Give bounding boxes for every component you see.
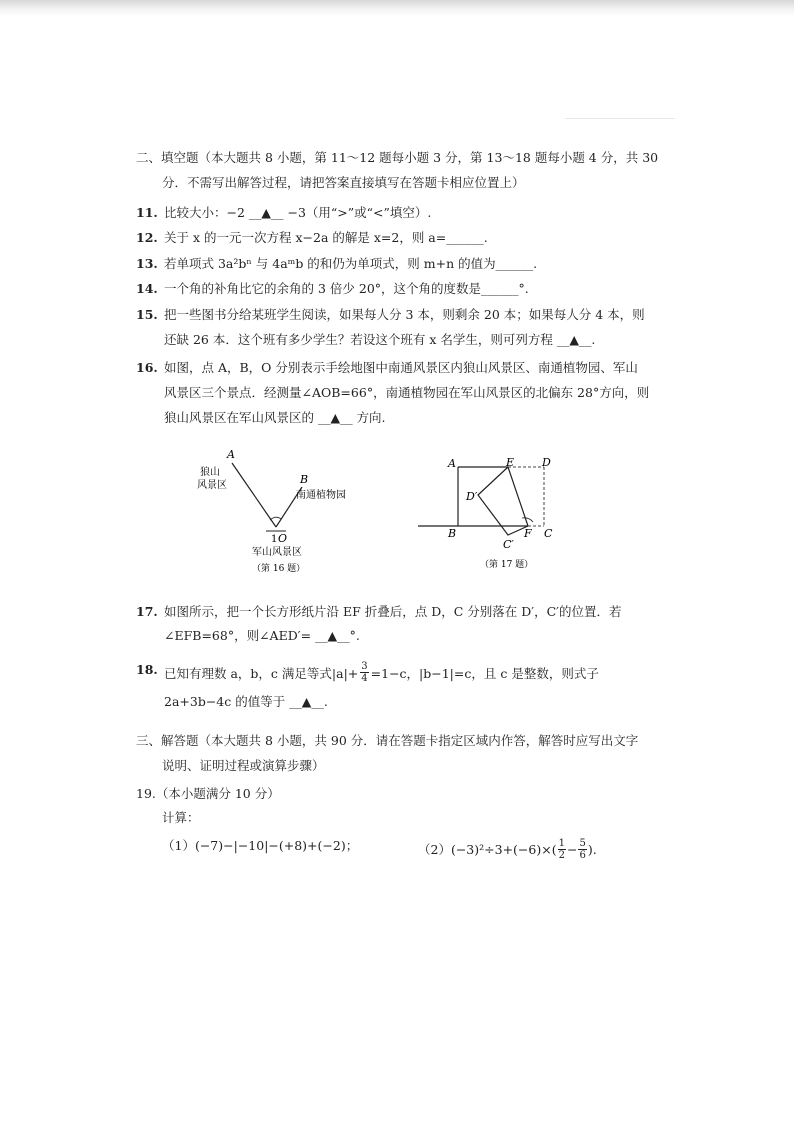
fraction-numerator: 5 xyxy=(579,838,586,849)
q18-text-line2: 2a+3b−4c 的值等于 __▲__. xyxy=(164,694,328,709)
q18-text-part2: =1−c，|b−1|=c，且 c 是整数，则式子 xyxy=(370,665,599,681)
ray-OA xyxy=(232,463,276,527)
langshan-label-line2: 风景区 xyxy=(197,480,227,491)
figure-16-caption: （第 16 题） xyxy=(252,564,306,574)
label-D: D xyxy=(542,456,551,469)
junshan-label: 军山风景区 xyxy=(252,547,302,558)
label-C: C xyxy=(544,527,553,540)
label-F: F xyxy=(524,527,532,540)
figure-17-caption: （第 17 题） xyxy=(480,560,534,570)
q13-number: 13. xyxy=(136,256,158,271)
q15-text-line1: 把一些图书分给某班学生阅读，如果每人分 3 本，则剩余 20 本；如果每人分 4 本，则 xyxy=(164,307,645,322)
section3-heading-line1: 三、解答题（本大题共 8 小题，共 90 分．请在答题卡指定区域内作答，解答时应写出文字 xyxy=(136,733,639,748)
fraction-numerator: 3 xyxy=(361,661,368,672)
q16-text-line3: 狼山风景区在军山风景区的 __▲__ 方向. xyxy=(164,410,386,425)
q19-part1: （1）(−7)−|−10|−(+8)+(−2)； xyxy=(162,838,359,853)
q14-text: 一个角的补角比它的余角的 3 倍少 20°，这个角的度数是______°. xyxy=(164,281,529,296)
q11-number: 11. xyxy=(136,205,158,220)
label-A: A xyxy=(227,448,235,461)
minus-sign: − xyxy=(566,841,578,857)
fraction-denominator: 2 xyxy=(558,850,565,861)
label-O: O xyxy=(278,532,288,545)
section2-heading-line1: 二、填空题（本大题共 8 小题，第 11～12 题每小题 3 分，第 13～18 题每小题 4 分，共 30 xyxy=(136,150,659,165)
q18-number: 18. xyxy=(136,662,158,677)
q11-text: 比较大小：−2 __▲__ −3（用“>”或“<”填空）. xyxy=(164,205,432,220)
fraction-denominator: 4 xyxy=(361,673,368,684)
figure-16 xyxy=(190,445,370,575)
label-B: B xyxy=(448,527,457,540)
q17-text-line2: ∠EFB=68°，则∠AED′= __▲__°. xyxy=(164,628,360,643)
tick-label: 1 xyxy=(271,534,278,545)
fraction-one-half xyxy=(558,838,566,861)
q19-heading: 19.（本小题满分 10 分） xyxy=(136,786,280,801)
fraction-five-sixths xyxy=(578,838,586,861)
scan-edge xyxy=(0,0,794,16)
q18-text-part1: 已知有理数 a，b，c 满足等式|a|+ xyxy=(164,665,359,681)
label-E: E xyxy=(506,456,515,469)
folded-flap xyxy=(478,467,528,535)
fraction-numerator: 1 xyxy=(558,838,565,849)
q19-part2-end: ). xyxy=(587,841,597,857)
q15-text-line2: 还缺 26 本．这个班有多少学生？若设这个班有 x 名学生，则可列方程 __▲__. xyxy=(164,332,596,347)
angle-arc xyxy=(270,517,281,520)
q16-text-line1: 如图，点 A，B，O 分别表示手绘地图中南通风景区内狼山风景区、南通植物园、军山 xyxy=(164,360,638,375)
fold-EF xyxy=(508,467,528,526)
section3-heading-line2: 说明、证明过程或演算步骤） xyxy=(162,758,325,773)
q16-number: 16. xyxy=(136,360,158,375)
fraction-three-quarters xyxy=(360,661,368,684)
garden-label: 南通植物园 xyxy=(296,490,346,501)
angle-arc-EFB xyxy=(522,518,533,522)
label-B: B xyxy=(300,473,309,486)
label-D-prime: D′ xyxy=(466,490,478,503)
fraction-denominator: 6 xyxy=(579,850,586,861)
label-C-prime: C′ xyxy=(503,538,514,551)
q15-number: 15. xyxy=(136,307,158,322)
q19-instruction: 计算： xyxy=(162,810,200,825)
figure-17 xyxy=(418,455,578,575)
q16-text-line2: 风景区三个景点．经测量∠AOB=66°，南通植物园在军山风景区的北偏东 28°方向，则 xyxy=(164,385,650,400)
scan-mark xyxy=(565,118,675,119)
section2-heading-line2: 分．不需写出解答过程，请把答案直接填写在答题卡相应位置上） xyxy=(162,175,525,190)
q13-text: 若单项式 3a²bⁿ 与 4aᵐb 的和仍为单项式，则 m+n 的值为______. xyxy=(164,256,538,271)
q19-part2 xyxy=(418,838,597,861)
q17-number: 17. xyxy=(136,604,158,619)
q12-text: 关于 x 的一元一次方程 x−2a 的解是 x=2，则 a=______. xyxy=(164,230,488,245)
q17-text-line1: 如图所示，把一个长方形纸片沿 EF 折叠后，点 D，C 分别落在 D′，C′的位置．若 xyxy=(164,604,622,619)
q19-part2-start: （2）(−3)²÷3+(−6)×( xyxy=(418,841,557,857)
langshan-label-line1: 狼山 xyxy=(200,467,220,478)
q12-number: 12. xyxy=(136,230,158,245)
q14-number: 14. xyxy=(136,281,158,296)
label-A: A xyxy=(448,457,456,470)
q18-text-line1 xyxy=(164,662,599,685)
